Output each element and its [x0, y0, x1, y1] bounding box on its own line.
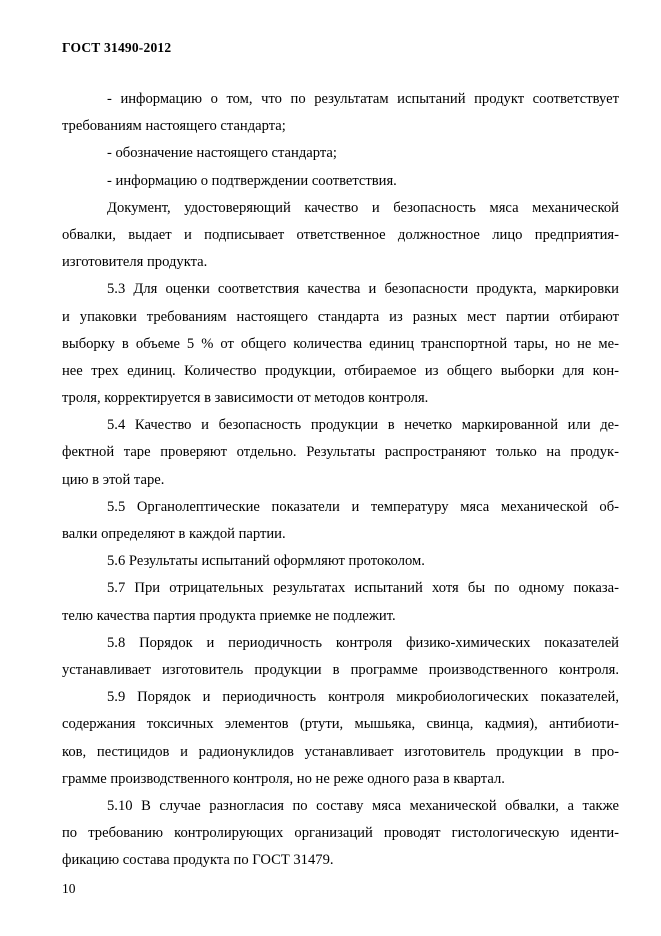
text-line: троля, корректируется в зависимости от методов контроля.: [62, 390, 429, 407]
text-line: телю качества партия продукта приемке не подлежит.: [62, 607, 396, 624]
text-line: - информацию о подтверждении соответствия.: [107, 172, 397, 189]
text-line: ков, пестицидов и радионуклидов устанавливает изготовитель продукции в про-: [62, 743, 619, 760]
text-line: устанавливает изготовитель продукции в программе производственного контроля.: [62, 661, 619, 678]
text-line: и упаковки требованиям настоящего стандарта из разных мест партии отбирают: [62, 308, 619, 325]
text-line: Документ, удостоверяющий качество и безопасность мяса механической: [107, 199, 619, 216]
text-line: фектной таре проверяют отдельно. Результаты распространяют только на продук-: [62, 444, 619, 461]
text-line: валки определяют в каждой партии.: [62, 526, 286, 542]
text-line: 5.4 Качество и безопасность продукции в нечетко маркированной или де-: [107, 417, 619, 434]
document-header: ГОСТ 31490-2012: [62, 40, 172, 55]
text-line: - обозначение настоящего стандарта;: [107, 145, 337, 162]
text-line: цию в этой таре.: [62, 471, 165, 488]
text-line: по требованию контролирующих организаций проводят гистологическую иденти-: [62, 825, 619, 842]
text-line: 5.6 Результаты испытаний оформляют протоколом.: [107, 553, 425, 570]
text-line: изготовителя продукта.: [62, 254, 208, 271]
text-line: 5.5 Органолептические показатели и температуру мяса механической об-: [107, 498, 619, 515]
text-line: грамме производственного контроля, но не реже одного раза в квартал.: [62, 770, 505, 787]
text-line: 5.7 При отрицательных результатах испытаний хотя бы по одному показа-: [107, 580, 619, 597]
text-line: содержания токсичных элементов (ртути, мышьяка, свинца, кадмия), антибиоти-: [62, 716, 619, 733]
text-line: 5.9 Порядок и периодичность контроля микробиологических показателей,: [107, 689, 619, 706]
text-line: обвалки, выдает и подписывает ответственное должностное лицо предприятия-: [62, 226, 619, 243]
text-line: 5.10 В случае разногласия по составу мяса механической обвалки, а также: [107, 797, 619, 814]
text-line: требованиям настоящего стандарта;: [62, 118, 286, 135]
text-line: фикацию состава продукта по ГОСТ 31479.: [62, 852, 334, 869]
document-body: [62, 86, 619, 874]
text-line: выборку в объеме 5 % от общего количества единиц транспортной тары, но не ме-: [62, 335, 619, 352]
text-line: 5.3 Для оценки соответствия качества и безопасности продукта, маркировки: [107, 281, 619, 298]
text-line: - информацию о том, что по результатам испытаний продукт соответствует: [107, 91, 619, 107]
page-number: 10: [62, 881, 76, 896]
text-line: нее трех единиц. Количество продукции, отбираемое из общего выборки для кон-: [62, 362, 619, 379]
text-line: 5.8 Порядок и периодичность контроля физико-химических показателей: [107, 634, 619, 651]
